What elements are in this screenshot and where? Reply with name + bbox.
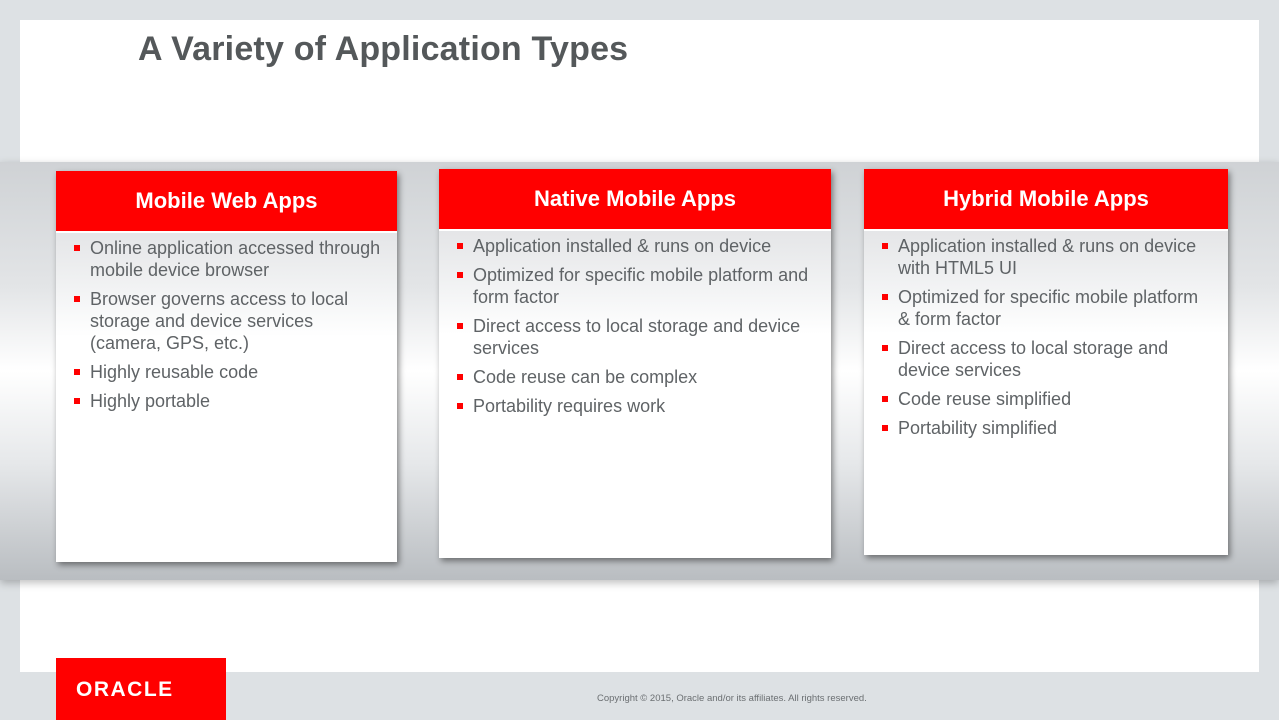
card-header-label: Mobile Web Apps bbox=[135, 188, 318, 213]
list-item: Optimized for specific mobile platform & form factor bbox=[898, 286, 1214, 330]
list-item: Highly reusable code bbox=[90, 361, 383, 383]
card-header-label: Native Mobile Apps bbox=[533, 186, 737, 211]
list-item: Direct access to local storage and device services bbox=[473, 315, 817, 359]
bullet-list bbox=[439, 235, 831, 424]
list-item: Code reuse simplified bbox=[898, 388, 1214, 410]
list-item: Portability simplified bbox=[898, 417, 1214, 439]
list-item: Application installed & runs on device with HTML5 UI bbox=[898, 235, 1214, 279]
list-item: Browser governs access to local storage and device services (camera, GPS, etc.) bbox=[90, 288, 383, 354]
list-item: Portability requires work bbox=[473, 395, 817, 417]
card-header bbox=[439, 169, 831, 231]
oracle-logo bbox=[56, 658, 226, 720]
oracle-logo-text: ORACLE bbox=[76, 678, 174, 700]
card-mobile-web-apps bbox=[56, 171, 397, 562]
card-header bbox=[864, 169, 1228, 231]
slide-title: A Variety of Application Types bbox=[138, 30, 629, 68]
bullet-list bbox=[864, 235, 1228, 446]
list-item: Online application accessed through mobile device browser bbox=[90, 237, 383, 281]
copyright-notice: Copyright © 2015, Oracle and/or its affiliates. All rights reserved. bbox=[597, 693, 867, 704]
bullet-list bbox=[56, 237, 397, 419]
oracle-logo-icon bbox=[76, 678, 206, 700]
card-header-label: Hybrid Mobile Apps bbox=[943, 186, 1149, 211]
list-item: Application installed & runs on device bbox=[473, 235, 817, 257]
card-header bbox=[56, 171, 397, 233]
card-hybrid-mobile-apps bbox=[864, 169, 1228, 555]
list-item: Direct access to local storage and device services bbox=[898, 337, 1214, 381]
card-native-mobile-apps bbox=[439, 169, 831, 558]
list-item: Highly portable bbox=[90, 390, 383, 412]
list-item: Code reuse can be complex bbox=[473, 366, 817, 388]
list-item: Optimized for specific mobile platform and form factor bbox=[473, 264, 817, 308]
